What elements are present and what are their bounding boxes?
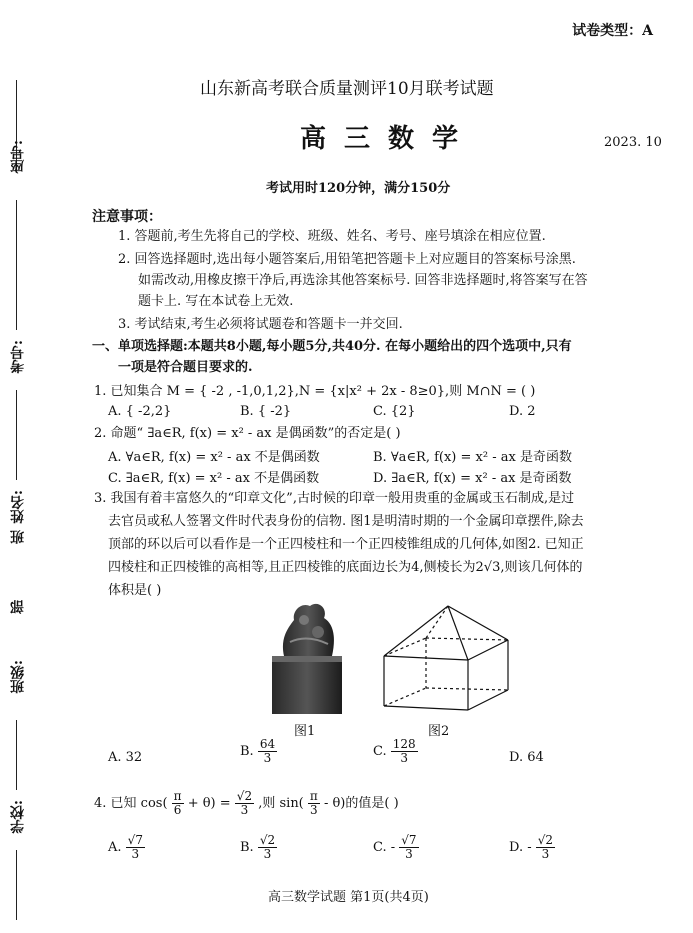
notice-item: 题卡上. 写在本试卷上无效. bbox=[138, 294, 294, 309]
geometry-figure bbox=[374, 600, 524, 714]
q3-option-a: A. 32 bbox=[108, 750, 143, 765]
q3-option-c bbox=[373, 738, 418, 765]
numerator: √2 bbox=[236, 789, 253, 803]
time-info: 考试用时120分钟，满分150分 bbox=[266, 181, 451, 196]
fraction bbox=[399, 834, 418, 861]
q3-option-d: D. 64 bbox=[509, 750, 544, 765]
q1-option-d: D. 2 bbox=[509, 404, 536, 419]
exam-no-label: 考号: bbox=[10, 340, 26, 374]
denominator: 3 bbox=[240, 803, 249, 817]
question-3-line: 去官员或私人签署文件时代表身份的信物. 图1是明清时期的一个金属印章摆件,除去 bbox=[108, 514, 584, 529]
fraction bbox=[258, 738, 277, 765]
fraction bbox=[235, 790, 254, 817]
section-heading-cont: 一项是符合题目要求的. bbox=[118, 360, 253, 375]
notice-item: 3. 考试结束,考生必须将试题卷和答题卡一并交回. bbox=[118, 317, 403, 332]
seat-label: 座号: bbox=[10, 140, 26, 174]
option-letter: C. - bbox=[373, 840, 396, 855]
class-label: 班级: bbox=[10, 660, 26, 694]
numerator: 64 bbox=[259, 737, 276, 751]
denominator: 3 bbox=[405, 847, 413, 861]
exam-no-line bbox=[16, 200, 17, 330]
seal-photo bbox=[262, 598, 352, 716]
q1-option-b: B. { -2} bbox=[240, 404, 292, 419]
q4-option-d bbox=[509, 834, 555, 861]
numerator: π bbox=[309, 789, 318, 803]
fraction bbox=[391, 738, 418, 765]
q4-option-a bbox=[108, 834, 145, 861]
numerator: π bbox=[173, 789, 182, 803]
stem-text: 4. 已知 cos( bbox=[94, 796, 168, 811]
notice-item: 2. 回答选择题时,选出每小题答案后,用铅笔把答题卡上对应题目的答案标号涂黑. bbox=[118, 252, 576, 267]
class-char-a: 班 bbox=[10, 530, 26, 544]
q1-option-c: C. {2} bbox=[373, 404, 416, 419]
fraction bbox=[172, 790, 184, 817]
notice-item: 如需改动,用橡皮擦干净后,再选涂其他答案标号. 回答非选择题时,将答案写在答 bbox=[138, 273, 588, 288]
stem-text: - θ)的值是( ) bbox=[323, 796, 399, 811]
numerator: √2 bbox=[259, 833, 276, 847]
question-3-line: 四棱柱和正四棱锥的高相等,且正四棱锥的底面边长为4,侧棱长为2√3,则该几何体的 bbox=[108, 560, 583, 575]
notice-title: 注意事项： bbox=[92, 209, 162, 225]
fraction bbox=[536, 834, 555, 861]
question-1-stem: 1. 已知集合 M = { -2 , -1,0,1,2},N = {x|x² + 2x - 8≥0},则 M∩N = ( ) bbox=[94, 384, 536, 399]
name-label: 姓名: bbox=[10, 490, 26, 524]
stem-text: + θ) = bbox=[187, 796, 231, 811]
denominator: 3 bbox=[400, 751, 409, 765]
option-letter: B. bbox=[240, 840, 254, 855]
class-line bbox=[16, 720, 17, 790]
school-line bbox=[16, 850, 17, 920]
option-letter: D. - bbox=[509, 840, 532, 855]
question-3-line: 顶部的环以后可以看作是一个正四棱柱和一个正四棱锥组成的几何体,如图2. 已知正 bbox=[108, 537, 584, 552]
subject-title: 高三数学 bbox=[300, 124, 477, 154]
option-letter: C. bbox=[373, 744, 387, 759]
q2-option-c: C. ∃a∈R, f(x) = x² - ax 不是偶函数 bbox=[108, 471, 320, 486]
denominator: 3 bbox=[541, 847, 550, 861]
fraction bbox=[258, 834, 277, 861]
paper-type: 试卷类型：A bbox=[572, 23, 653, 39]
option-letter: B. bbox=[240, 744, 254, 759]
q3-option-b bbox=[240, 738, 277, 765]
question-3-line: 体积是( ) bbox=[108, 583, 162, 598]
denominator: 6 bbox=[173, 803, 182, 817]
q2-option-a: A. ∀a∈R, f(x) = x² - ax 不是偶函数 bbox=[108, 450, 320, 465]
denominator: 3 bbox=[310, 803, 318, 817]
numerator: √7 bbox=[127, 833, 143, 847]
fraction bbox=[308, 790, 320, 817]
exam-name: 山东新高考联合质量测评10月联考试题 bbox=[200, 79, 494, 99]
q4-option-b bbox=[240, 834, 277, 861]
binding-margin bbox=[0, 0, 60, 933]
page-footer: 高三数学试题 第1页(共4页) bbox=[268, 890, 429, 905]
q2-option-b: B. ∀a∈R, f(x) = x² - ax 是奇函数 bbox=[373, 450, 572, 465]
section-heading: 一、单项选择题:本题共8小题,每小题5分,共40分. 在每小题给出的四个选项中,只有 bbox=[92, 339, 572, 354]
exam-date: 2023. 10 bbox=[604, 135, 662, 150]
figure-2-caption: 图2 bbox=[428, 724, 450, 739]
notice-item: 1. 答题前,考生先将自己的学校、班级、姓名、考号、座号填涂在相应位置. bbox=[118, 229, 546, 244]
name-line bbox=[16, 390, 17, 480]
q1-option-a: A. { -2,2} bbox=[108, 404, 172, 419]
stem-text: ,则 sin( bbox=[258, 796, 304, 811]
figure-1-caption: 图1 bbox=[294, 724, 316, 739]
school-label: 学校: bbox=[10, 800, 26, 834]
class-char-b: 部 bbox=[10, 600, 26, 614]
question-2-stem: 2. 命题“ ∃a∈R, f(x) = x² - ax 是偶函数”的否定是( ) bbox=[94, 426, 401, 441]
q4-option-c bbox=[373, 834, 419, 861]
denominator: 3 bbox=[263, 847, 272, 861]
q2-option-d: D. ∃a∈R, f(x) = x² - ax 是奇函数 bbox=[373, 471, 572, 486]
question-3-line: 3. 我国有着丰富悠久的“印章文化”,古时候的印章一般用贵重的金属或玉石制成,是过 bbox=[94, 491, 575, 506]
numerator: √2 bbox=[537, 833, 554, 847]
fraction bbox=[126, 834, 145, 861]
denominator: 3 bbox=[131, 847, 140, 861]
question-4-stem bbox=[94, 790, 399, 817]
denominator: 3 bbox=[263, 751, 272, 765]
numerator: 128 bbox=[392, 737, 416, 751]
option-letter: A. bbox=[108, 840, 122, 855]
numerator: √7 bbox=[401, 833, 417, 847]
